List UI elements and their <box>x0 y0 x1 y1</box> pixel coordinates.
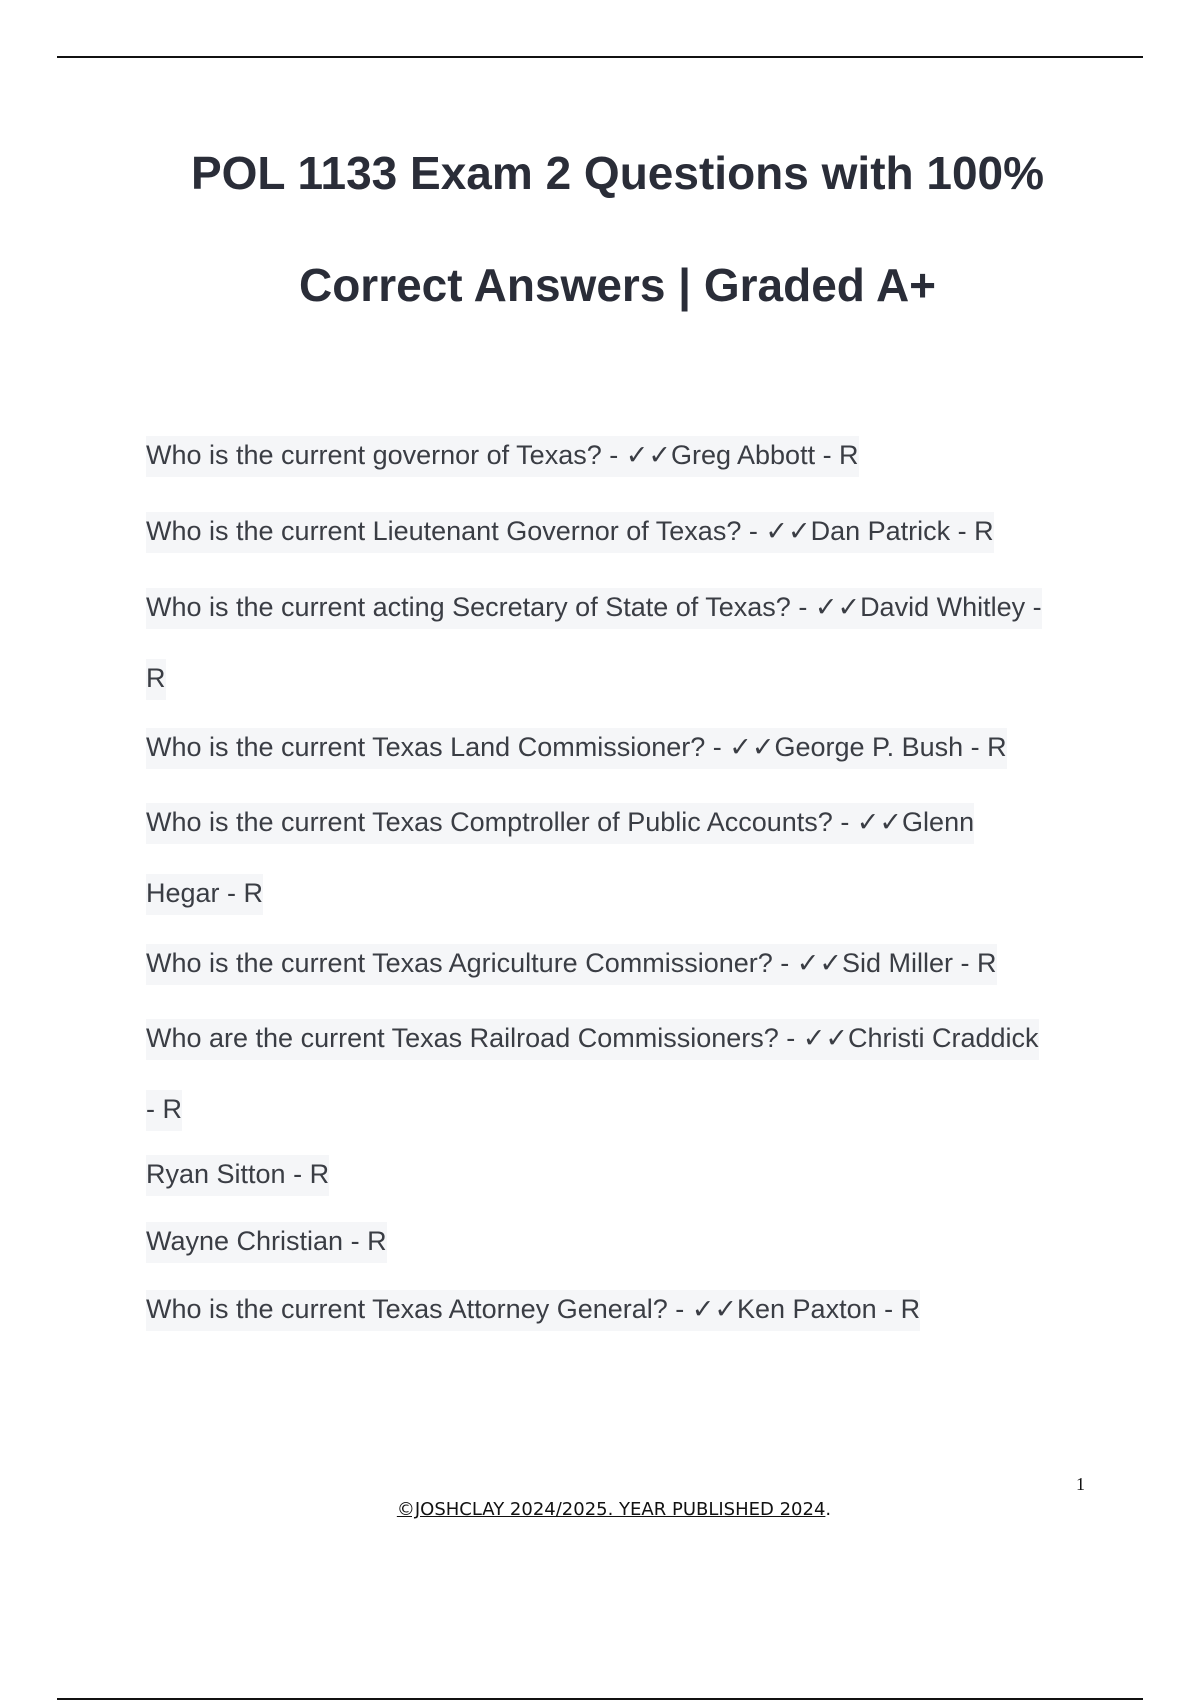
qa-line-8: Who is the current Texas Attorney General? - ✓✓Ken Paxton - R <box>146 1290 920 1331</box>
qa-line-7-answer-3: Wayne Christian - R <box>146 1222 387 1263</box>
qa-line-3-continued: R <box>146 659 166 700</box>
qa-line-2: Who is the current Lieutenant Governor of Texas? - ✓✓Dan Patrick - R <box>146 512 994 553</box>
qa-line-5-continued: Hegar - R <box>146 874 263 915</box>
footer-copyright <box>0 1499 1200 1520</box>
page-number: 1 <box>1076 1474 1085 1494</box>
footer-period: . <box>825 1499 832 1520</box>
qa-line-5: Who is the current Texas Comptroller of Public Accounts? - ✓✓Glenn <box>146 803 974 844</box>
top-rule <box>57 56 1143 58</box>
document-title-line-1: POL 1133 Exam 2 Questions with 100% <box>190 147 1045 199</box>
footer-copyright-text: ©JOSHCLAY 2024/2025. YEAR PUBLISHED 2024 <box>396 1499 826 1520</box>
document-title-line-2: Correct Answers | Graded A+ <box>298 259 937 311</box>
qa-line-7-continued: - R <box>146 1090 182 1131</box>
qa-line-4: Who is the current Texas Land Commissioner? - ✓✓George P. Bush - R <box>146 728 1007 769</box>
qa-line-1: Who is the current governor of Texas? - ✓✓Greg Abbott - R <box>146 436 859 477</box>
qa-line-7: Who are the current Texas Railroad Commissioners? - ✓✓Christi Craddick <box>146 1019 1039 1060</box>
qa-line-7-answer-2: Ryan Sitton - R <box>146 1155 329 1196</box>
qa-line-3: Who is the current acting Secretary of State of Texas? - ✓✓David Whitley - <box>146 588 1042 629</box>
qa-line-6: Who is the current Texas Agriculture Commissioner? - ✓✓Sid Miller - R <box>146 944 997 985</box>
